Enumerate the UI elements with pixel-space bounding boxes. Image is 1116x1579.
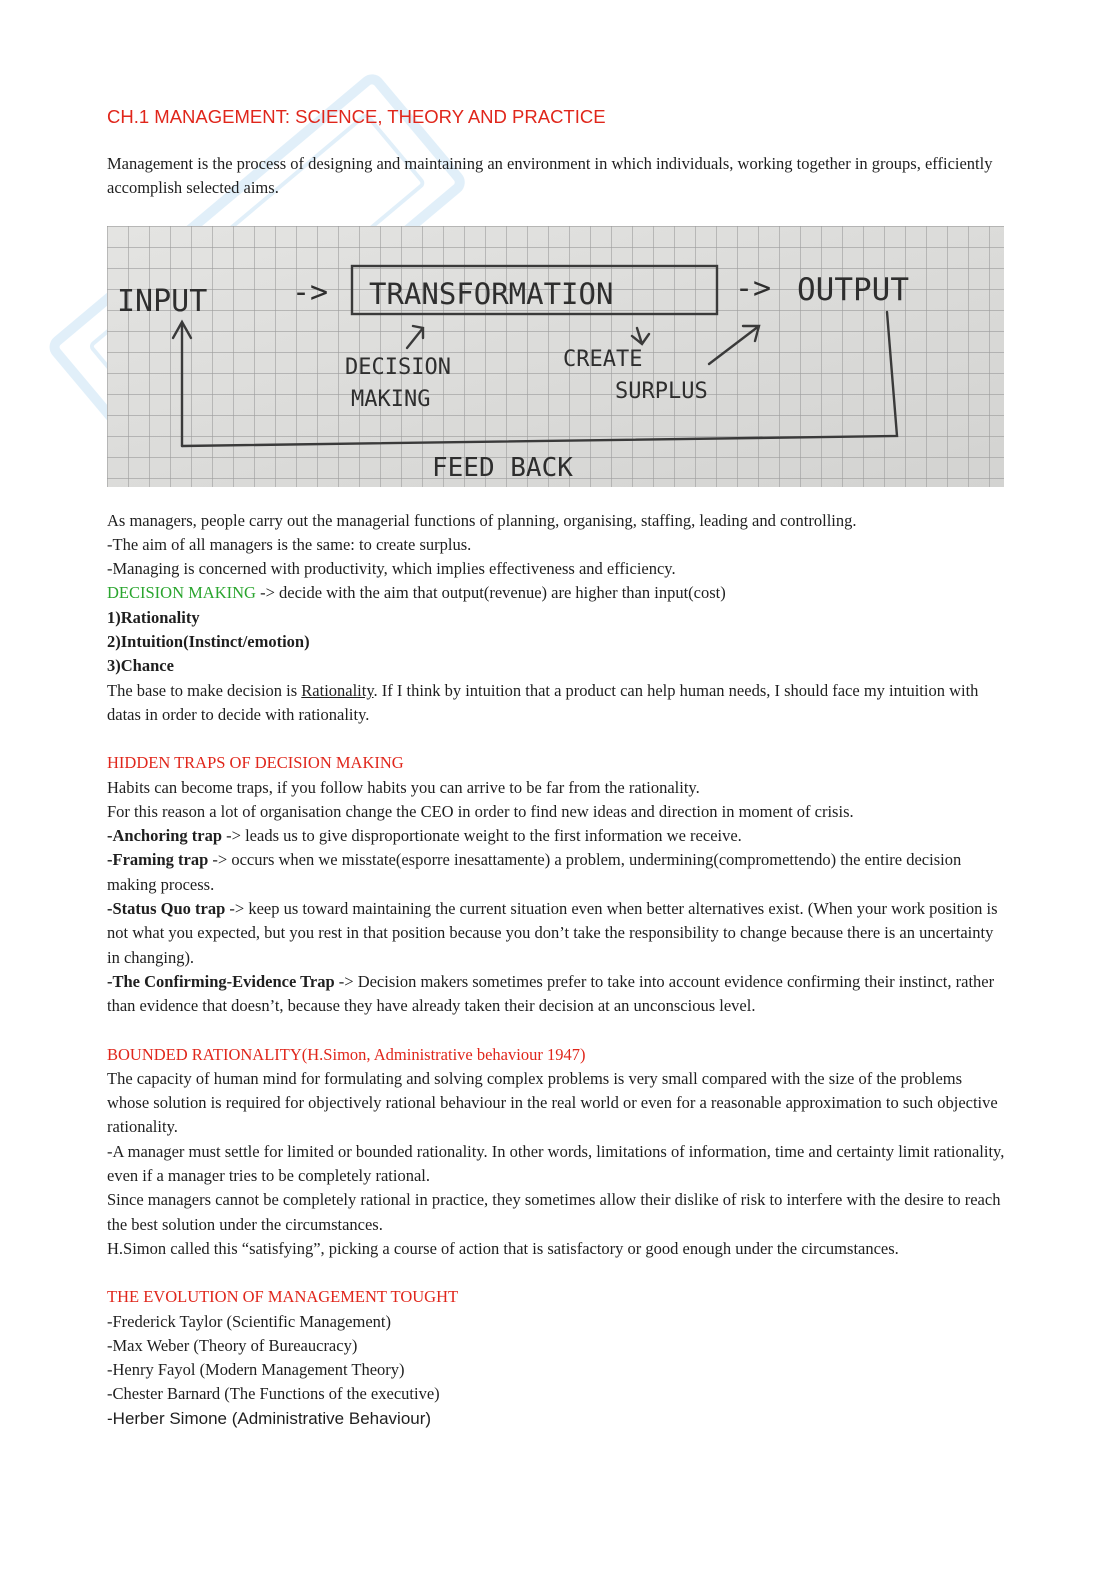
list-item-rationality: 1)Rationality xyxy=(107,607,200,627)
evolution-item: -Herber Simone (Administrative Behaviour) xyxy=(107,1408,432,1428)
anchoring-trap-text: -> leads us to give disproportionate weight to the first information we receive. xyxy=(226,826,742,846)
bounded-capacity-text: The capacity of human mind for formulating and solving complex problems is very small compared with the size of the problems whose solution is required for objectively rational behaviour in the real world or even for a reasonable approximation to such objective rationality. xyxy=(107,1068,998,1137)
decision-base-text-cont: . If I think by intuition that a product can help human needs, I should face my intuition with datas in order to decide with rationality. xyxy=(107,680,979,724)
diagram-feedback-label: FEED BACK xyxy=(432,452,573,483)
anchoring-trap-label: -Anchoring trap xyxy=(107,826,223,846)
evolution-item: -Frederick Taylor (Scientific Management) xyxy=(107,1311,391,1331)
confirming-evidence-trap-item xyxy=(107,970,1007,1019)
framing-trap-text: -> occurs when we misstate(esporre inesattamente) a problem, undermining(compromettendo) the entire decision making process. xyxy=(107,850,962,894)
evolution-section xyxy=(107,1285,1007,1431)
list-item-intuition: 2)Intuition(Instinct/emotion) xyxy=(107,632,310,652)
status-quo-trap-label: -Status Quo trap xyxy=(107,899,226,919)
framing-trap-item xyxy=(107,848,1007,897)
status-quo-trap-item xyxy=(107,897,1007,970)
diagram-decision-label: DECISION xyxy=(345,354,451,380)
bounded-satisfying-text: H.Simon called this “satisfying”, picking a course of action that is satisfactory or good enough under the circumstances. xyxy=(107,1238,899,1258)
diagram-surplus-label: SURPLUS xyxy=(615,378,708,404)
managers-productivity-text: -Managing is concerned with productivity, which implies effectiveness and efficiency. xyxy=(107,559,676,579)
diagram-output-label: OUTPUT xyxy=(797,271,909,308)
page-title: CH.1 MANAGEMENT: SCIENCE, THEORY AND PRACTICE xyxy=(107,106,606,127)
confirming-evidence-trap-text: -> Decision makers sometimes prefer to take into account evidence confirming their instinct, rather than evidence that doesn’t, because they have already taken their decision at an unconscious level. xyxy=(107,971,995,1016)
decision-base-paragraph xyxy=(107,679,1007,728)
anchoring-trap-item xyxy=(107,824,1007,848)
bounded-rationality-heading: BOUNDED RATIONALITY(H.Simon, Administrative behaviour 1947) xyxy=(107,1044,586,1064)
bounded-rationality-section xyxy=(107,1043,1007,1262)
framing-trap-label: -Framing trap xyxy=(107,850,209,870)
diagram-making-label: MAKING xyxy=(351,386,431,412)
document-body xyxy=(107,100,1007,1431)
diagram-arrow-1: -> xyxy=(292,274,329,310)
traps-ceo-text: For this reason a lot of organisation change the CEO in order to find new ideas and direction in moment of crisis. xyxy=(107,801,854,821)
decision-making-text: -> decide with the aim that output(revenue) are higher than input(cost) xyxy=(255,583,726,603)
management-process-diagram xyxy=(107,226,1004,487)
traps-habits-text: Habits can become traps, if you follow habits you can arrive to be far from the rationality. xyxy=(107,777,700,797)
bounded-settle-text: -A manager must settle for limited or bounded rationality. In other words, limitations of information, time and certainty limit rationality, even if a manager tries to be completely rational. xyxy=(107,1141,1005,1186)
decision-base-text: The base to make decision is xyxy=(107,680,302,700)
diagram-transformation-label: TRANSFORMATION xyxy=(369,276,614,311)
confirming-evidence-trap-label: -The Confirming-Evidence Trap xyxy=(107,971,335,991)
managers-functions-text: As managers, people carry out the managerial functions of planning, organising, staffing, leading and controlling. xyxy=(107,510,857,530)
list-item-chance: 3)Chance xyxy=(107,656,174,676)
status-quo-trap-text: -> keep us toward maintaining the current situation even when better alternatives exist. (When your work position is not what you expected, but you rest in that position because you don’t take the responsibility to change because there is an uncertainty in changing). xyxy=(107,899,998,967)
managers-section xyxy=(107,509,1007,728)
evolution-heading: THE EVOLUTION OF MANAGEMENT TOUGHT xyxy=(107,1287,459,1307)
decision-making-line xyxy=(107,581,1007,605)
intro-paragraph: Management is the process of designing and maintaining an environment in which individuals, working together in groups, efficiently accomplish selected aims. xyxy=(107,154,993,198)
traps-section xyxy=(107,751,1007,1018)
diagram-input-label: INPUT xyxy=(117,283,208,319)
evolution-item: -Max Weber (Theory of Bureaucracy) xyxy=(107,1335,358,1355)
evolution-item: -Chester Barnard (The Functions of the executive) xyxy=(107,1384,440,1404)
bounded-risk-text: Since managers cannot be completely rational in practice, they sometimes allow their dislike of risk to interfere with the desire to reach the best solution under the circumstances. xyxy=(107,1190,1001,1234)
managers-aim-text: -The aim of all managers is the same: to create surplus. xyxy=(107,534,472,554)
diagram-arrow-2: -> xyxy=(735,270,772,306)
traps-heading: HIDDEN TRAPS OF DECISION MAKING xyxy=(107,753,404,773)
evolution-item: -Henry Fayol (Modern Management Theory) xyxy=(107,1360,405,1380)
decision-making-label: DECISION MAKING xyxy=(107,583,256,603)
rationality-underlined: Rationality xyxy=(301,680,374,700)
diagram-create-label: CREATE xyxy=(563,346,643,372)
